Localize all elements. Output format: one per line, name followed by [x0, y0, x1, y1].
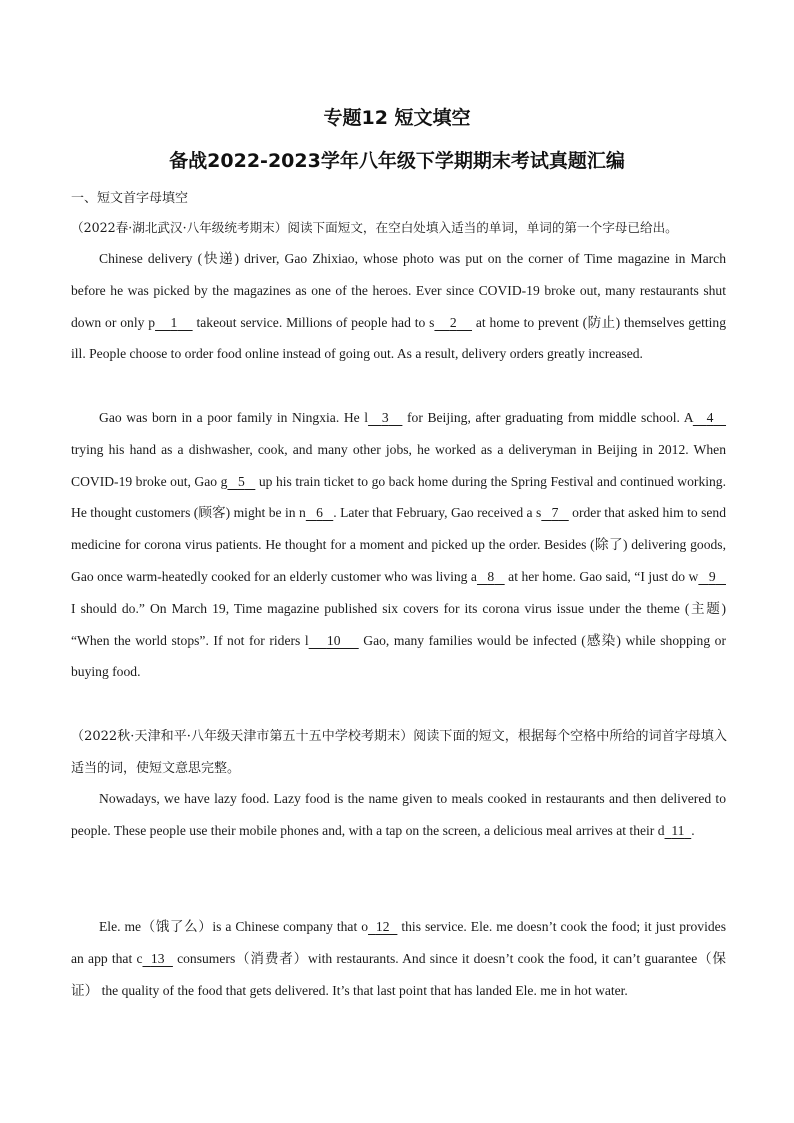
passage1-paragraph2 [71, 402, 726, 688]
blank-3[interactable]: 3 [381, 410, 389, 425]
text-run: at home to prevent (防止) themselves getting ill. People choose to order food online instead of going out. As a result, delivery orders greatly increased. [71, 314, 727, 362]
text-run: takeout service. Millions of people had to s [192, 314, 435, 330]
text-run: trying his hand as a dishwasher, cook, and many other jobs, he worked as a deliveryman in Beijing in 2012. When COVID-19 broke out, Gao g [71, 441, 726, 489]
blank-7[interactable]: 7 [551, 505, 559, 521]
passage2-paragraph1 [71, 783, 726, 847]
blank-5[interactable]: 5 [237, 473, 245, 489]
blank-4[interactable]: 4 [706, 410, 714, 425]
passage2-paragraph2 [71, 911, 726, 1006]
blank-11[interactable]: 11 [671, 822, 685, 838]
text-run: this service. Ele. me doesn’t cook the food; it just provides an app that c [71, 919, 727, 966]
passage2-instructions: （2022秋·天津和平·八年级天津市第五十五中学校考期末）阅读下面的短文，根据每个空格中所给的词首字母填入适当的词，使短文意思完整。 [71, 729, 727, 776]
page-title: 专题12 短文填空 [323, 107, 471, 129]
text-run: . Later that February, Gao received a s [333, 505, 542, 521]
blank-1[interactable]: 1 [170, 314, 178, 330]
text-run: order that asked him to send medicine for corona virus patients. He thought for a moment and picked up the order. Besides (除了) delivering goods, Gao once warm-heatedly cooked for an elderly customer who was living a [71, 505, 727, 584]
blank-9[interactable]: 9 [708, 568, 716, 584]
blank-13[interactable]: 13 [150, 950, 165, 966]
blank-12[interactable]: 12 [375, 919, 390, 934]
passage1-paragraph1 [71, 243, 726, 370]
passage1-instructions: （2022春·湖北武汉·八年级统考期末）阅读下面短文，在空白处填入适当的单词，单词的第一个字母已给出。 [71, 220, 678, 235]
text-run: Gao was born in a poor family in Ningxia. He l [99, 410, 369, 425]
text-run: I should do.” On March 19, Time magazine published six covers for its corona virus issue under the theme (主题) “When the world stops”. If not for riders l [71, 600, 726, 648]
blank-10[interactable]: 10 [326, 632, 341, 648]
text-run: . [691, 822, 695, 838]
text-run: Nowadays, we have lazy food. Lazy food is the name given to meals cooked in restaurants and then delivered to people. These people use their mobile phones and, with a tap on the screen, a delicious meal arrives at their d [71, 791, 726, 838]
section-heading: 一、短文首字母填空 [71, 191, 189, 206]
text-run: up his train ticket to go back home during the Spring Festival and continued working. He thought customers (顾客) might be in n [71, 473, 727, 521]
text-run: for Beijing, after graduating from middle school. A [402, 410, 693, 425]
blank-2[interactable]: 2 [449, 314, 457, 330]
text-run: consumers（消费者）with restaurants. And since it doesn’t cook the food, it can’t guarantee（保证） the quality of the food that gets delivered. It’s that last point that has landed Ele. me in hot water. [71, 950, 727, 998]
page-subtitle: 备战2022-2023学年八年级下学期期末考试真题汇编 [169, 150, 625, 172]
blank-6[interactable]: 6 [316, 505, 323, 521]
text-run: Gao, many families would be infected (感染) while shopping or buying food. [71, 632, 727, 680]
blank-8[interactable]: 8 [487, 568, 495, 584]
text-run: at her home. Gao said, “I just do w [504, 568, 699, 584]
text-run: Chinese delivery (快递) driver, Gao Zhixiao, whose photo was put on the corner of Time magazine in March before he was picked by the magazines as one of the heroes. Ever since COVID-19 broke out, many restaurants shut down or only p [71, 251, 726, 330]
text-run: Ele. me（饿了么）is a Chinese company that o [99, 919, 368, 934]
